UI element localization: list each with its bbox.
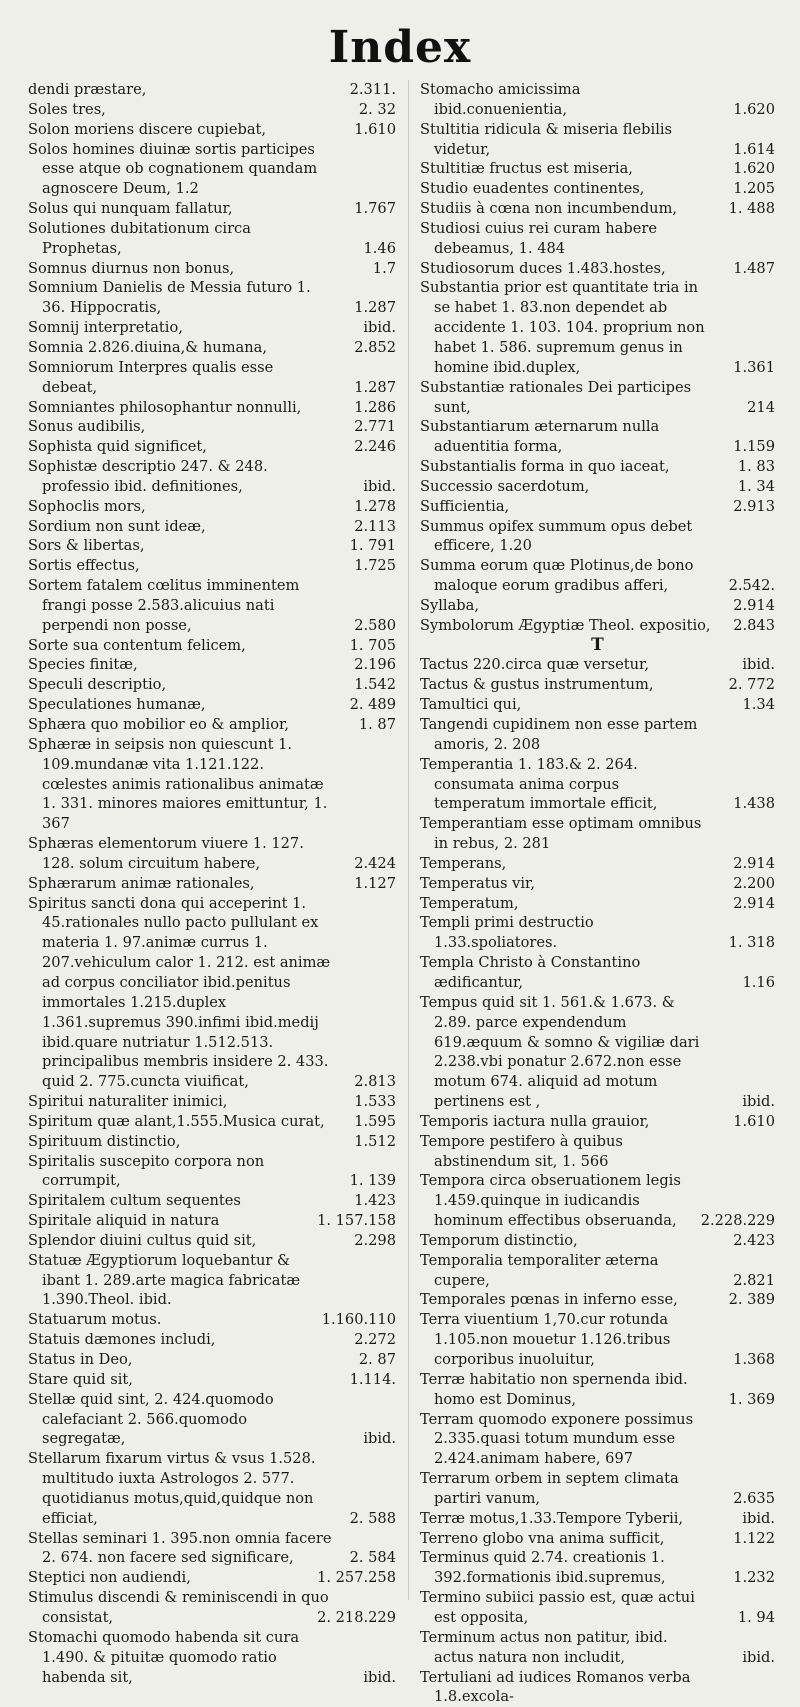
- index-entry: [420, 1469, 775, 1509]
- index-entry: [28, 1390, 396, 1450]
- entry-text: Spiritui naturaliter inimici,: [28, 1093, 227, 1110]
- entry-reference: 2.914: [733, 854, 775, 874]
- entry-text: Temperatum,: [420, 895, 518, 912]
- entry-reference: ibid.: [363, 1429, 396, 1449]
- entry-reference: 1.542: [354, 675, 396, 695]
- entry-text: Stomacho amicissima ibid.conuenientia,: [420, 81, 580, 118]
- index-entry: [28, 675, 396, 695]
- index-entry: [28, 556, 396, 576]
- entry-reference: 1. 257.258: [317, 1568, 396, 1588]
- entry-reference: 1.127: [354, 874, 396, 894]
- entry-reference: 2.542.: [729, 576, 775, 596]
- entry-text: Successio sacerdotum,: [420, 478, 589, 495]
- index-entry: [28, 735, 396, 834]
- entry-reference: 2. 218.229: [317, 1608, 396, 1628]
- index-entry: [420, 993, 775, 1112]
- entry-text: Somniantes philosophantur nonnulli,: [28, 399, 301, 416]
- entry-reference: 2.843: [733, 616, 775, 636]
- entry-text: Species finitæ,: [28, 656, 138, 673]
- entry-reference: 1.533: [354, 1092, 396, 1112]
- index-entry: [28, 1132, 396, 1152]
- index-entry: [420, 596, 775, 616]
- entry-text: Sphæras elementorum viuere 1. 127. 128. solum circuitum habere,: [28, 835, 304, 872]
- entry-text: Studiosorum duces 1.483.hostes,: [420, 260, 666, 277]
- index-entry: [28, 874, 396, 894]
- entry-text: Sonus audibilis,: [28, 418, 145, 435]
- entry-text: Temporis iactura nulla grauior,: [420, 1113, 649, 1130]
- entry-reference: 1. 94: [738, 1608, 775, 1628]
- index-entry: [28, 834, 396, 874]
- index-entry: [28, 1588, 396, 1628]
- entry-reference: 1. 139: [350, 1171, 396, 1191]
- index-entry: [28, 398, 396, 418]
- entry-text: Temporum distinctio,: [420, 1232, 578, 1249]
- entry-reference: 1.610: [354, 120, 396, 140]
- entry-text: Steptici non audiendi,: [28, 1569, 191, 1586]
- entry-text: Studiosi cuius rei curam habere debeamus, 1. 484: [420, 220, 657, 257]
- entry-text: Substantiæ rationales Dei participes sunt,: [420, 379, 691, 416]
- entry-text: Terminum actus non patitur, ibid. actus natura non includit,: [420, 1629, 668, 1666]
- entry-text: Temperantiam esse optimam omnibus in rebus, 2. 281: [420, 815, 701, 852]
- entry-reference: 2.852: [354, 338, 396, 358]
- entry-text: Spiritalis suscepito corpora non corrumpit,: [28, 1153, 264, 1190]
- entry-text: Somniorum Interpres qualis esse debeat,: [28, 359, 273, 396]
- index-entry: [420, 1231, 775, 1251]
- entry-reference: 2.580: [354, 616, 396, 636]
- entry-text: Tempore pestifero à quibus abstinendum sit, 1. 566: [420, 1133, 623, 1170]
- entry-text: Templi primi destructio 1.33.spoliatores.: [420, 914, 594, 951]
- index-entry: [420, 378, 775, 418]
- index-entry: [28, 338, 396, 358]
- entry-reference: 1.46: [364, 239, 397, 259]
- index-entry: [28, 695, 396, 715]
- entry-text: Sophista quid significet,: [28, 438, 207, 455]
- entry-text: Sphærarum animæ rationales,: [28, 875, 254, 892]
- entry-text: Tactus 220.circa quæ versetur,: [420, 656, 649, 673]
- left-column: [28, 80, 396, 1687]
- entry-text: Termino subiici passio est, quæ actui est opposita,: [420, 1589, 695, 1626]
- index-entry: [28, 318, 396, 338]
- entry-reference: 1. 318: [729, 933, 775, 953]
- index-entry: [28, 715, 396, 735]
- index-entry: [28, 1211, 396, 1231]
- index-entry: [28, 1191, 396, 1211]
- entry-reference: ibid.: [363, 477, 396, 497]
- entry-text: Terræ habitatio non spernenda ibid. homo est Dominus,: [420, 1371, 688, 1408]
- entry-reference: 1.361: [733, 358, 775, 378]
- entry-reference: 1.620: [733, 159, 775, 179]
- entry-text: Somnij interpretatio,: [28, 319, 183, 336]
- entry-text: Sphæræ in seipsis non quiescunt 1. 109.mundanæ vita 1.121.122. cœlestes animis rationalibus animatæ 1. 331. minores maiores emittuntur, 1. 367: [28, 736, 327, 832]
- entry-reference: ibid.: [742, 1648, 775, 1668]
- entry-reference: 2.113: [354, 517, 396, 537]
- index-entry: [28, 1310, 396, 1330]
- entry-reference: 1.278: [354, 497, 396, 517]
- entry-text: Sordium non sunt ideæ,: [28, 518, 206, 535]
- index-entry: [420, 953, 775, 993]
- index-entry: [28, 536, 396, 556]
- entry-text: Studiis à cœna non incumbendum,: [420, 200, 677, 217]
- entry-reference: 2.311.: [350, 80, 396, 100]
- entry-reference: 1. 488: [729, 199, 775, 219]
- entry-text: Substantiarum æternarum nulla aduentitia forma,: [420, 418, 659, 455]
- index-entry: [420, 1509, 775, 1529]
- entry-text: Statuis dæmones includi,: [28, 1331, 215, 1348]
- entry-reference: ibid.: [742, 1092, 775, 1112]
- entry-text: Spiritale aliquid in natura: [28, 1212, 219, 1229]
- index-entry: [28, 1112, 396, 1132]
- index-entry: [28, 1449, 396, 1528]
- entry-reference: ibid.: [363, 318, 396, 338]
- index-entry: [420, 417, 775, 457]
- index-entry: [420, 1548, 775, 1588]
- entry-reference: 1. 83: [738, 457, 775, 477]
- entry-text: Sors & libertas,: [28, 537, 145, 554]
- index-entry: [420, 1132, 775, 1172]
- index-entry: [420, 755, 775, 815]
- entry-reference: 1.512: [354, 1132, 396, 1152]
- index-entry: [420, 259, 775, 279]
- entry-reference: 2.914: [733, 894, 775, 914]
- entry-reference: 2. 584: [350, 1548, 396, 1568]
- entry-text: Speculationes humanæ,: [28, 696, 206, 713]
- entry-text: Somnus diurnus non bonus,: [28, 260, 234, 277]
- index-entry: [28, 894, 396, 1092]
- index-entry: [420, 814, 775, 854]
- entry-text: Stellarum fixarum virtus & vsus 1.528. multitudo iuxta Astrologos 2. 577. quotidianus motus,quid,quidque non efficiat,: [28, 1450, 316, 1527]
- entry-reference: 1. 791: [350, 536, 396, 556]
- entry-text: Status in Deo,: [28, 1351, 132, 1368]
- entry-reference: 2.272: [354, 1330, 396, 1350]
- entry-reference: 1.610: [733, 1112, 775, 1132]
- index-entry: [420, 1171, 775, 1231]
- entry-text: Templa Christo à Constantino ædificantur,: [420, 954, 640, 991]
- entry-reference: 1.159: [733, 437, 775, 457]
- entry-text: Symbolorum Ægyptiæ Theol. expositio,: [420, 617, 711, 634]
- entry-reference: 2.298: [354, 1231, 396, 1251]
- entry-reference: 1.34: [743, 695, 776, 715]
- entry-reference: 1.423: [354, 1191, 396, 1211]
- index-entry: [28, 1529, 396, 1569]
- index-entry: [28, 140, 396, 200]
- entry-text: Temperantia 1. 183.& 2. 264. consumata anima corpus temperatum immortale efficit,: [420, 756, 657, 813]
- entry-text: Statuarum motus.: [28, 1311, 161, 1328]
- entry-text: Terminus quid 2.74. creationis 1. 392.formationis ibid.supremus,: [420, 1549, 666, 1586]
- entry-reference: 1. 34: [738, 477, 775, 497]
- entry-reference: 2.196: [354, 655, 396, 675]
- entry-text: Sphæra quo mobilior eo & amplior,: [28, 716, 289, 733]
- entry-text: Spiritus sancti dona qui acceperint 1. 45.rationales nullo pacto pullulant ex materia 1. 97.animæ currus 1. 207.vehiculum calor 1. 212. est animæ ad corpus conciliator ibid.penitus immortales 1.215.duplex 1.361.supremus 390.infimi ibid.medij ibid.quare nutriatur 1.512.513. principalibus membris insidere 2. 433. quid 2. 775.cuncta viuificat,: [28, 895, 330, 1091]
- index-entry: [420, 219, 775, 259]
- entry-reference: 1. 705: [350, 636, 396, 656]
- index-entry: [420, 80, 775, 120]
- entry-text: Stellæ quid sint, 2. 424.quomodo calefaciant 2. 566.quomodo segregatæ,: [28, 1391, 274, 1448]
- entry-text: Stomachi quomodo habenda sit cura 1.490. & pituitæ quomodo ratio habenda sit,: [28, 1629, 299, 1686]
- index-entry: [420, 695, 775, 715]
- entry-text: Stimulus discendi & reminiscendi in quo consistat,: [28, 1589, 329, 1626]
- index-entry: [420, 1310, 775, 1370]
- entry-text: Stultitia ridicula & miseria flebilis videtur,: [420, 121, 672, 158]
- entry-text: Summus opifex summum opus debet efficere, 1.20: [420, 518, 692, 555]
- index-entry: [420, 457, 775, 477]
- entry-reference: 1.620: [733, 100, 775, 120]
- entry-reference: 1.287: [354, 298, 396, 318]
- entry-reference: 1.286: [354, 398, 396, 418]
- entry-text: Sorte sua contentum felicem,: [28, 637, 246, 654]
- entry-reference: 2. 489: [350, 695, 396, 715]
- entry-text: Spirituum distinctio,: [28, 1133, 180, 1150]
- entry-text: Splendor diuini cultus quid sit,: [28, 1232, 256, 1249]
- entry-reference: ibid.: [742, 655, 775, 675]
- entry-reference: 2.246: [354, 437, 396, 457]
- entry-text: Terram quomodo exponere possimus 2.335.quasi totum mundum esse 2.424.animam habere, 697: [420, 1411, 693, 1468]
- entry-reference: 2. 389: [729, 1290, 775, 1310]
- entry-reference: 1.232: [733, 1568, 775, 1588]
- entry-text: Temporales pœnas in inferno esse,: [420, 1291, 678, 1308]
- index-entry: [420, 477, 775, 497]
- index-entry: [420, 179, 775, 199]
- index-entry: [28, 278, 396, 318]
- entry-reference: 2.813: [354, 1072, 396, 1092]
- index-entry: [28, 1330, 396, 1350]
- entry-reference: ibid.: [742, 1509, 775, 1529]
- index-entry: [28, 1568, 396, 1588]
- entry-text: Tempora circa obseruationem legis 1.459.quinque in iudicandis hominum effectibus obseruanda,: [420, 1172, 681, 1229]
- index-entry: [28, 655, 396, 675]
- index-entry: [420, 913, 775, 953]
- index-entry: [420, 1290, 775, 1310]
- entry-text: Temperatus vir,: [420, 875, 535, 892]
- entry-text: Sufficientia,: [420, 498, 509, 515]
- index-entry: [28, 517, 396, 537]
- entry-text: Sortem fatalem cœlitus imminentem frangi posse 2.583.alicuius nati perpendi non posse,: [28, 577, 299, 634]
- entry-reference: 2. 87: [359, 1350, 396, 1370]
- index-entry: [420, 874, 775, 894]
- entry-text: Spiritalem cultum sequentes: [28, 1192, 241, 1209]
- entry-text: Terreno globo vna anima sufficit,: [420, 1530, 664, 1547]
- entry-text: Somnia 2.826.diuina,& humana,: [28, 339, 267, 356]
- entry-reference: 2. 32: [359, 100, 396, 120]
- entry-reference: 2.423: [733, 1231, 775, 1251]
- entry-text: Studio euadentes continentes,: [420, 180, 644, 197]
- entry-reference: 1.438: [733, 794, 775, 814]
- entry-reference: 1.487: [733, 259, 775, 279]
- entry-text: Tangendi cupidinem non esse partem amoris, 2. 208: [420, 716, 697, 753]
- entry-reference: 1.287: [354, 378, 396, 398]
- section-letter: T: [420, 636, 775, 656]
- index-entry: [28, 576, 396, 636]
- index-entry: [28, 1350, 396, 1370]
- entry-text: dendi præstare,: [28, 81, 146, 98]
- entry-reference: 2.914: [733, 596, 775, 616]
- entry-text: Summa eorum quæ Plotinus,de bono maloque eorum gradibus afferi,: [420, 557, 693, 594]
- entry-text: Soles tres,: [28, 101, 106, 118]
- entry-text: Terra viuentium 1,70.cur rotunda 1.105.non mouetur 1.126.tribus corporibus inuoluitur,: [420, 1311, 670, 1368]
- entry-text: Terrarum orbem in septem climata partiri vanum,: [420, 1470, 679, 1507]
- index-entry: [28, 1231, 396, 1251]
- entry-text: Stare quid sit,: [28, 1371, 133, 1388]
- entry-text: Somnium Danielis de Messia futuro 1. 36. Hippocratis,: [28, 279, 311, 316]
- index-entry: [420, 1112, 775, 1132]
- index-entry: [420, 894, 775, 914]
- entry-text: Tertuliani ad iudices Romanos verba 1.8.excola-: [420, 1669, 690, 1706]
- index-entry: [420, 854, 775, 874]
- index-entry: [28, 199, 396, 219]
- entry-text: Syllaba,: [420, 597, 479, 614]
- entry-reference: 1.7: [373, 259, 396, 279]
- entry-text: Stellas seminari 1. 395.non omnia facere 2. 674. non facere sed significare,: [28, 1530, 332, 1567]
- entry-text: Solos homines diuinæ sortis participes esse atque ob cognationem quandam agnoscere Deum, 1.2: [28, 141, 317, 198]
- right-column: [420, 80, 775, 1707]
- entry-reference: 2.913: [733, 497, 775, 517]
- entry-reference: 1. 369: [729, 1390, 775, 1410]
- index-entry: [28, 120, 396, 140]
- entry-reference: 214: [747, 398, 775, 418]
- index-entry: [28, 417, 396, 437]
- index-entry: [28, 636, 396, 656]
- entry-reference: 1.160.110: [322, 1310, 396, 1330]
- entry-reference: 2. 772: [729, 675, 775, 695]
- entry-text: Tamultici qui,: [420, 696, 521, 713]
- index-entry: [28, 437, 396, 457]
- entry-reference: 1. 87: [359, 715, 396, 735]
- index-entry: [420, 1668, 775, 1707]
- entry-reference: 1.767: [354, 199, 396, 219]
- index-entry: [420, 1370, 775, 1410]
- entry-text: Tactus & gustus instrumentum,: [420, 676, 654, 693]
- entry-text: Sortis effectus,: [28, 557, 140, 574]
- entry-reference: 1.368: [733, 1350, 775, 1370]
- index-entry: [28, 219, 396, 259]
- index-entry: [28, 259, 396, 279]
- entry-text: Speculi descriptio,: [28, 676, 166, 693]
- index-entry: [28, 497, 396, 517]
- entry-reference: ibid.: [363, 1668, 396, 1688]
- entry-text: Solon moriens discere cupiebat,: [28, 121, 266, 138]
- entry-reference: 1.614: [733, 140, 775, 160]
- index-entry: [28, 1370, 396, 1390]
- index-entry: [28, 358, 396, 398]
- entry-reference: 1.114.: [350, 1370, 396, 1390]
- entry-text: Substantia prior est quantitate tria in se habet 1. 83.non dependet ab accidente 1. 103. 104. proprium non habet 1. 586. supremum genus in homine ibid.duplex,: [420, 279, 705, 375]
- index-entry: [28, 457, 396, 497]
- index-entry: [420, 675, 775, 695]
- entry-reference: 1.205: [733, 179, 775, 199]
- index-entry: [420, 278, 775, 377]
- index-entry: [28, 1152, 396, 1192]
- entry-text: Tempus quid sit 1. 561.& 1.673. & 2.89. parce expendendum 619.æquum & somno & vigiliæ dari 2.238.vbi ponatur 2.672.non esse motum 674. aliquid ad motum pertinens est ,: [420, 994, 699, 1110]
- page-title: Index: [0, 18, 800, 78]
- index-entry: [420, 517, 775, 557]
- index-entry: [420, 616, 775, 636]
- index-entry: [420, 1529, 775, 1549]
- index-entry: [28, 1251, 396, 1311]
- entry-reference: 2.228.229: [701, 1211, 775, 1231]
- entry-reference: 2.821: [733, 1271, 775, 1291]
- index-entry: [420, 1410, 775, 1470]
- index-entry: [420, 1628, 775, 1668]
- column-divider: [408, 80, 409, 1600]
- entry-text: Stultitiæ fructus est miseria,: [420, 160, 633, 177]
- entry-reference: 1.595: [354, 1112, 396, 1132]
- index-entry: [420, 1251, 775, 1291]
- entry-text: Substantialis forma in quo iaceat,: [420, 458, 669, 475]
- index-entry: [420, 1588, 775, 1628]
- entry-text: Solutiones dubitationum circa Prophetas,: [28, 220, 251, 257]
- index-entry: [420, 159, 775, 179]
- entry-reference: 1. 157.158: [317, 1211, 396, 1231]
- entry-text: Statuæ Ægyptiorum loquebantur & ibant 1. 289.arte magica fabricatæ 1.390.Theol. ibid.: [28, 1252, 300, 1309]
- entry-text: Terræ motus,1.33.Tempore Tyberii,: [420, 1510, 683, 1527]
- index-entry: [28, 1092, 396, 1112]
- index-entry: [420, 120, 775, 160]
- entry-reference: 2.771: [354, 417, 396, 437]
- entry-text: Sophistæ descriptio 247. & 248. professio ibid. definitiones,: [28, 458, 268, 495]
- index-entry: [28, 80, 396, 100]
- index-entry: [420, 497, 775, 517]
- index-entry: [420, 199, 775, 219]
- entry-reference: 2.200: [733, 874, 775, 894]
- index-entry: [420, 715, 775, 755]
- entry-reference: 2. 588: [350, 1509, 396, 1529]
- entry-reference: 2.635: [733, 1489, 775, 1509]
- entry-text: Spiritum quæ alant,1.555.Musica curat,: [28, 1113, 325, 1130]
- entry-text: Temperans,: [420, 855, 506, 872]
- entry-reference: 1.122: [733, 1529, 775, 1549]
- entry-text: Sophoclis mors,: [28, 498, 146, 515]
- entry-reference: 2.424: [354, 854, 396, 874]
- index-entry: [420, 556, 775, 596]
- entry-text: Solus qui nunquam fallatur,: [28, 200, 233, 217]
- index-entry: [420, 655, 775, 675]
- index-entry: [28, 100, 396, 120]
- entry-reference: 1.725: [354, 556, 396, 576]
- index-entry: [28, 1628, 396, 1688]
- entry-reference: 1.16: [743, 973, 776, 993]
- entry-text: Temporalia temporaliter æterna cupere,: [420, 1252, 658, 1289]
